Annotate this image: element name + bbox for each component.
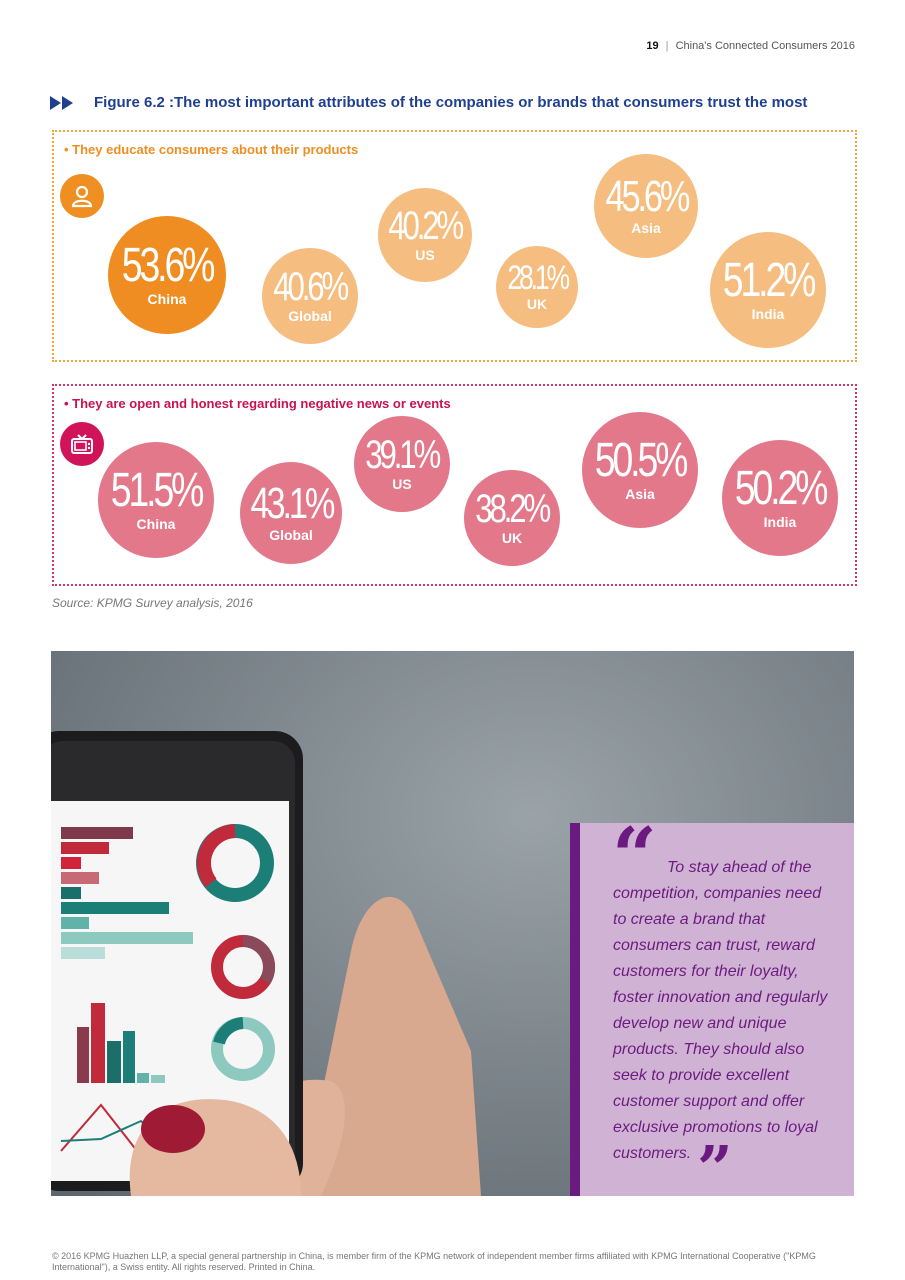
label-india: India bbox=[751, 305, 785, 322]
label-uk: UK bbox=[526, 296, 548, 313]
label-india: India bbox=[763, 513, 797, 530]
bubble-asia bbox=[582, 412, 698, 528]
footer-copyright: © 2016 KPMG Huazhen LLP, a special general partnership in China, is member firm of the KPMG network of independent member firms affiliated with KPMG International Cooperative ("KPMG International"), a Swiss entity. All rights reserved. Printed in China. bbox=[52, 1251, 816, 1272]
value-uk: 38.2% bbox=[475, 487, 549, 531]
close-quote-mark: ” bbox=[697, 1132, 733, 1205]
figure-title: Figure 6.2 :The most important attributes of the companies or brands that consumers trust the most bbox=[94, 94, 808, 111]
quote-text: To stay ahead of the competition, companies need to create a brand that consumers can trust, reward customers for their loyalty, foster innovation and regularly develop new and unique products. They should also seek to provide excellent customer support and offer exclusive promotions to loyal customers. bbox=[613, 859, 828, 1162]
bubble-asia bbox=[594, 154, 698, 258]
bubble-uk bbox=[496, 246, 578, 328]
bubble-us bbox=[354, 416, 450, 512]
page-header bbox=[646, 40, 855, 52]
bubble-uk bbox=[464, 470, 560, 566]
value-us: 40.2% bbox=[388, 204, 462, 248]
label-china: China bbox=[136, 515, 176, 532]
label-global: Global bbox=[288, 308, 332, 324]
panel1-title: • They educate consumers about their products bbox=[64, 142, 359, 157]
person-icon bbox=[60, 174, 104, 218]
value-global: 40.6% bbox=[273, 265, 347, 309]
value-asia: 50.5% bbox=[594, 434, 686, 488]
tv-icon bbox=[60, 422, 104, 466]
value-asia: 45.6% bbox=[605, 172, 687, 222]
header-separator: | bbox=[665, 40, 669, 52]
figure-source: Source: KPMG Survey analysis, 2016 bbox=[52, 596, 253, 610]
double-arrow-icon bbox=[50, 95, 76, 111]
label-us: US bbox=[415, 247, 435, 263]
value-global: 43.1% bbox=[250, 479, 332, 529]
bubble-global bbox=[240, 462, 342, 564]
open-quote-mark: “ bbox=[612, 811, 657, 902]
bubble-india bbox=[710, 232, 826, 348]
bubble-china bbox=[108, 216, 226, 334]
label-us: US bbox=[392, 476, 412, 492]
label-asia: Asia bbox=[631, 219, 661, 236]
quote-accent-bar bbox=[570, 823, 580, 1196]
panel-educate-consumers bbox=[52, 130, 857, 362]
panel2-title: • They are open and honest regarding negative news or events bbox=[64, 396, 451, 411]
value-china: 51.5% bbox=[110, 464, 202, 518]
label-asia: Asia bbox=[625, 485, 655, 502]
label-global: Global bbox=[269, 526, 313, 543]
bubble-india bbox=[722, 440, 838, 556]
figure-title-row bbox=[50, 94, 857, 111]
label-uk: UK bbox=[501, 530, 523, 546]
value-china: 53.6% bbox=[121, 239, 213, 293]
header-title: China's Connected Consumers 2016 bbox=[675, 40, 855, 52]
bubble-global bbox=[262, 248, 358, 344]
bubble-us bbox=[378, 188, 472, 282]
label-china: China bbox=[147, 290, 187, 307]
page-number: 19 bbox=[646, 40, 659, 52]
bubble-china bbox=[98, 442, 214, 558]
value-us: 39.1% bbox=[365, 433, 439, 477]
value-uk: 28.1% bbox=[507, 258, 567, 297]
panel-open-honest bbox=[52, 384, 857, 586]
value-india: 51.2% bbox=[722, 254, 814, 308]
value-india: 50.2% bbox=[734, 462, 826, 516]
